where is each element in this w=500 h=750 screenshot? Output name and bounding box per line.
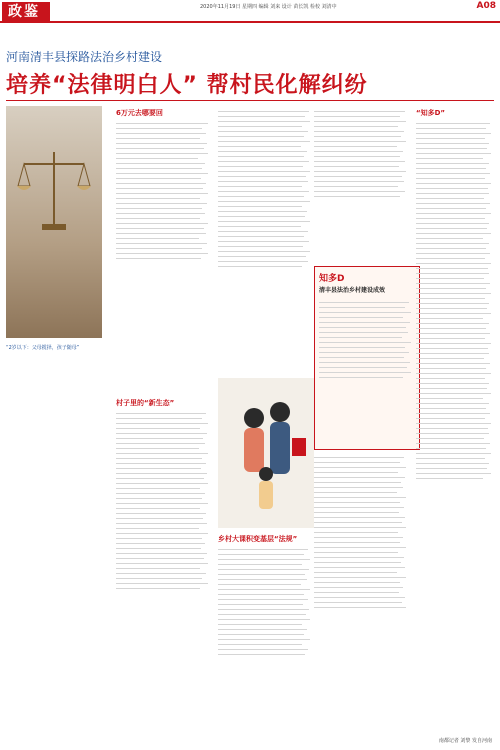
info-box-title: 知多D xyxy=(319,274,345,284)
issue-line: 2020年11月19日 星期四 编辑 刘来 设计 苗长凯 检校 刘清中 xyxy=(200,4,337,10)
illustration-family xyxy=(218,378,314,528)
scale-of-justice-icon xyxy=(16,146,92,236)
headline-rule xyxy=(6,100,494,101)
lead-photo xyxy=(6,106,102,338)
page-header xyxy=(0,0,500,22)
subhead-3: 乡村大课积变基层“法规” xyxy=(218,535,298,543)
page-number: A08 xyxy=(476,1,496,11)
subhead-4: “知多D” xyxy=(416,109,446,117)
body-column-3b xyxy=(314,454,410,736)
body-column-3 xyxy=(314,108,410,262)
section-tag: 政鉴 xyxy=(2,2,50,22)
body-column-2b xyxy=(218,546,314,736)
byline: 南都记者 刘黎 发自河南 xyxy=(438,738,492,744)
subhead-2: 村子里的“新生态” xyxy=(116,399,175,407)
family-illustration-icon xyxy=(218,378,314,528)
body-column-2 xyxy=(218,108,314,370)
subhead-1: 6万元去哪要回 xyxy=(116,109,163,117)
body-column-4 xyxy=(416,120,494,720)
info-box-body xyxy=(319,299,415,443)
body-column-1 xyxy=(116,120,212,380)
info-box-subtitle: 清丰县法治乡村建设成效 xyxy=(319,287,386,294)
header-rule xyxy=(0,21,500,23)
info-box xyxy=(314,266,420,450)
kicker: 河南清丰县探路法治乡村建设 xyxy=(6,50,163,64)
headline: 培养“法律明白人” 帮村民化解纠纷 xyxy=(6,73,368,98)
body-column-1b xyxy=(116,410,212,736)
photo-caption: “2岁以下：父母揽择，孩子随母” xyxy=(6,345,80,351)
